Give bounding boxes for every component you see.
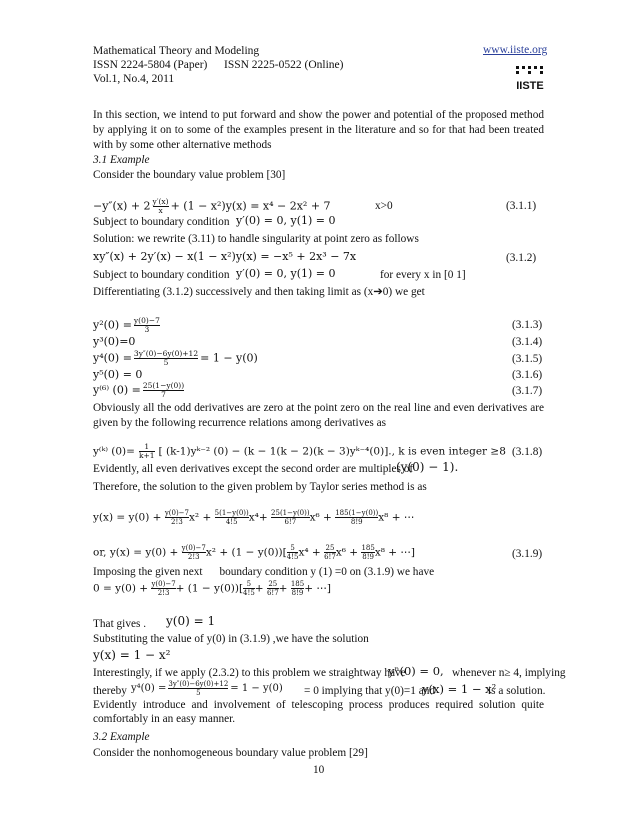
boundary-condition-label-2: Subject to boundary condition bbox=[93, 269, 230, 281]
boundary-condition-tail: for every x in [0 1] bbox=[380, 269, 466, 281]
interestingly-math: yⁿ(0) = 0, bbox=[388, 664, 444, 678]
equation-3-1-4: y³(0)=0 bbox=[93, 335, 136, 348]
differentiating-text: Differentiating (3.1.2) successively and then taking limit as (x➔0) we get bbox=[93, 286, 425, 298]
solution-text: Solution: we rewrite (3.11) to handle singularity at point zero as follows bbox=[93, 233, 419, 245]
thereby-text-b: = 0 implying that y(0)=1 and bbox=[304, 685, 436, 697]
issn-paper: ISSN 2224-5804 (Paper) bbox=[93, 59, 208, 71]
volume-info: Vol.1, No.4, 2011 bbox=[93, 73, 175, 85]
thereby-text-a: thereby bbox=[93, 685, 127, 697]
even-derivatives-text: Evidently, all even derivatives except the second order are multiples of bbox=[93, 463, 414, 475]
equation-3-1-3: y²(0) = $\frac{y(0)-7}{3}$ bbox=[93, 316, 160, 334]
equation-number-3-1-3: (3.1.3) bbox=[512, 319, 543, 331]
equation-number-3-1-9: (3.1.9) bbox=[512, 548, 543, 560]
equation-number-3-1-1: (3.1.1) bbox=[506, 200, 537, 212]
equation-number-3-1-6: (3.1.6) bbox=[512, 369, 543, 381]
substitution-text: Substituting the value of y(0) in (3.1.9) ,we have the solution bbox=[93, 633, 369, 645]
equation-3-1-2: xy″(x) + 2y′(x) − x(1 − x²)y(x) = −x⁵ + 2x³ − 7x bbox=[93, 250, 357, 263]
that-gives-text: That gives . bbox=[93, 618, 147, 630]
taylor-intro-text: Therefore, the solution to the given problem by Taylor series method is as bbox=[93, 481, 427, 493]
journal-title: Mathematical Theory and Modeling bbox=[93, 45, 260, 57]
logo-text: IISTE bbox=[516, 80, 544, 91]
thereby-equation: y⁴(0) = $\frac{3y''(0)-6y(0)+12}{5}$ = 1 − y(0) bbox=[131, 680, 283, 697]
taylor-series-equation: y(x) = y(0) + $\frac{y(0)-7}{2!3}$ x² + $\frac{5(1-y(0))}{4!5}$ x⁴+ $\frac{25(1-y(0))}{6!7}$ x⁶ + $\frac{185(1-y(0))}{8!9}$ x⁸ + ⋯ bbox=[93, 509, 415, 526]
equation-3-1-8: y⁽ᵏ⁾ (0)= $\frac{1}{k+1}$ [ (k-1)yᵏ⁻² (0) − (k − 1(k − 2)(k − 3)yᵏ⁻⁴(0)]., k is even integer ≥8 bbox=[93, 442, 506, 460]
equation-condition: x>0 bbox=[375, 200, 393, 212]
imposed-equation: 0 = y(0) + $\frac{y(0)-7}{2!3}$ + (1 − y(0))[ $\frac{5}{4!5}$ + $\frac{25}{6!7}$ + $\frac{185}{8!9}$ + ⋯] bbox=[93, 580, 331, 597]
equation-number-3-1-2: (3.1.2) bbox=[506, 252, 537, 264]
section-heading-3-2: 3.2 Example bbox=[93, 731, 150, 743]
boundary-condition-math-2: y′(0) = 0, y(1) = 0 bbox=[236, 267, 336, 280]
example1-lead: Consider the boundary value problem [30] bbox=[93, 169, 286, 181]
interestingly-text-a: Interestingly, if we apply (2.3.2) to this problem we straightway have bbox=[93, 667, 406, 679]
imposing-text: Imposing the given next boundary condition y (1) =0 on (3.1.9) we have bbox=[93, 566, 435, 578]
thereby-text-c: is a solution. bbox=[488, 685, 546, 697]
intro-paragraph: In this section, we intend to put forward and show the power and potential of the proposed method by applying it on to some of the examples present in the literature and so for that had been treated with by some other alternative methods bbox=[93, 109, 544, 151]
boundary-condition-label: Subject to boundary condition bbox=[93, 216, 230, 228]
page-number: 10 bbox=[313, 764, 325, 776]
journal-link[interactable]: www.iiste.org bbox=[483, 44, 548, 56]
evidently-paragraph: Evidently introduce and involvement of telescoping process produces required solution quite comfortably in an easy manner. bbox=[93, 699, 544, 725]
equation-3-1-5: y⁴(0) = $\frac{3y''(0)-6y(0)+12}{5}$ = 1 − y(0) bbox=[93, 349, 258, 367]
final-solution: y(x) = 1 − x² bbox=[93, 648, 171, 662]
odd-derivatives-paragraph: Obviously all the odd derivatives are zero at the point zero on the real line and even derivatives are given by the following recurrence relations among derivatives as bbox=[93, 402, 544, 429]
issn-online: ISSN 2225-0522 (Online) bbox=[224, 59, 344, 71]
equation-number-3-1-7: (3.1.7) bbox=[512, 385, 543, 397]
thereby-math: y(x) = 1 − x² bbox=[422, 682, 497, 696]
that-gives-math: y(0) = 1 bbox=[166, 614, 216, 628]
boundary-condition-math: y′(0) = 0, y(1) = 0 bbox=[236, 214, 336, 227]
equation-3-1-7: y⁽⁶⁾ (0) = $\frac{25(1-y(0))}{7}$ bbox=[93, 381, 185, 399]
interestingly-text-b: whenever n≥ 4, implying bbox=[452, 667, 566, 679]
equation-3-1-1: −y″(x) + 2 $\frac{y'(x)}{x}$ + (1 − x²)y(x) = x⁴ − 2x² + 7 bbox=[93, 197, 331, 215]
equation-number-3-1-5: (3.1.5) bbox=[512, 353, 543, 365]
iiste-logo bbox=[515, 65, 545, 91]
even-derivatives-math: (y(0) − 1). bbox=[396, 460, 459, 474]
equation-number-3-1-8: (3.1.8) bbox=[512, 446, 543, 458]
example2-lead: Consider the nonhomogeneous boundary value problem [29] bbox=[93, 747, 368, 759]
equation-3-1-9: or, y(x) = y(0) + $\frac{y(0)-7}{2!3}$ x² + (1 − y(0))[ $\frac{5}{4!5}$ x⁴ + $\frac{25}{6!7}$ x⁶ + $\frac{185}{8!9}$ x⁸ + ⋯] bbox=[93, 544, 416, 561]
equation-number-3-1-4: (3.1.4) bbox=[512, 336, 543, 348]
section-heading-3-1: 3.1 Example bbox=[93, 154, 150, 166]
equation-3-1-6: y⁵(0) = 0 bbox=[93, 368, 143, 381]
